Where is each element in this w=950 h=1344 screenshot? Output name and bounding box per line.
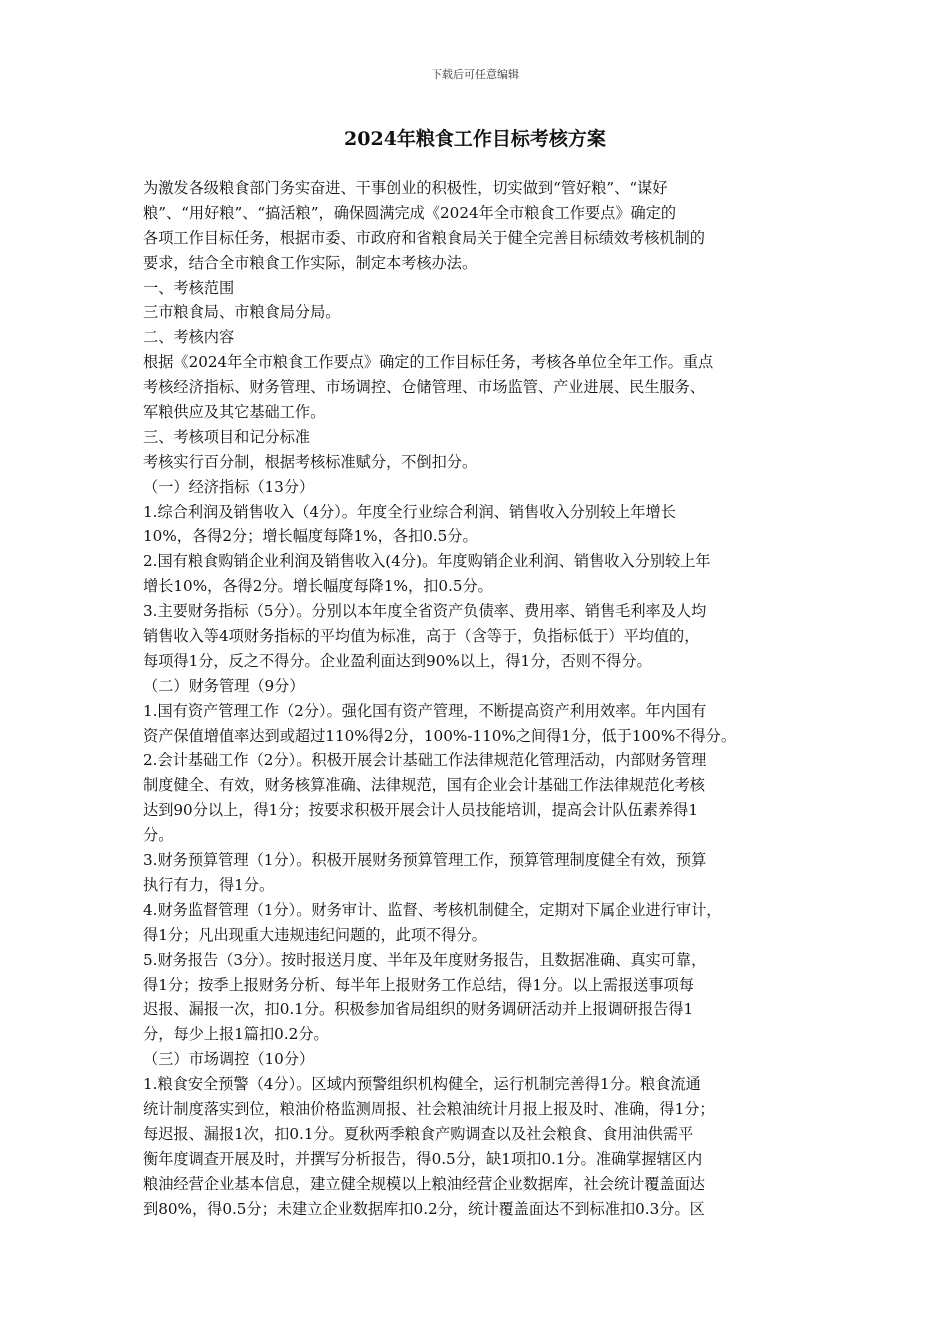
body-line: 2.会计基础工作（2分）。积极开展会计基础工作法律规范化管理活动，内部财务管理 xyxy=(143,751,707,770)
page-header-note: 下载后可任意编辑 xyxy=(431,68,519,81)
body-line: 制度健全、有效，财务核算准确、法律规范，国有企业会计基础工作法律规范化考核 xyxy=(143,776,705,795)
body-line: 执行有力，得1分。 xyxy=(143,875,275,894)
body-line: 统计制度落实到位，粮油价格监测周报、社会粮油统计月报上报及时、准确，得1分； xyxy=(143,1099,715,1118)
body-line: 分，每少上报1篇扣0.2分。 xyxy=(143,1025,329,1044)
body-line: 考核经济指标、财务管理、市场调控、仓储管理、市场监管、产业进展、民生服务、 xyxy=(143,378,705,397)
body-line: 增长10%，各得2分。增长幅度每降1%，扣0.5分。 xyxy=(143,577,493,596)
body-line: 资产保值增值率达到或超过110%得2分，100%-110%之间得1分，低于100%不得分。 xyxy=(143,726,737,745)
body-line: 三市粮食局、市粮食局分局。 xyxy=(143,303,341,322)
body-line: 2.国有粮食购销企业利润及销售收入(4分)。年度购销企业利润、销售收入分别较上年 xyxy=(143,552,711,571)
body-line: 各项工作目标任务，根据市委、市政府和省粮食局关于健全完善目标绩效考核机制的 xyxy=(143,228,705,247)
body-line: 每项得1分，反之不得分。企业盈利面达到90%以上，得1分，否则不得分。 xyxy=(143,651,652,670)
body-line: 1.综合利润及销售收入（4分）。年度全行业综合利润、销售收入分别较上年增长 xyxy=(143,502,676,521)
body-line: 1.粮食安全预警（4分）。区域内预警组织机构健全，运行机制完善得1分。粮食流通 xyxy=(143,1075,701,1094)
body-line: 销售收入等4项财务指标的平均值为标准，高于（含等于，负指标低于）平均值的， xyxy=(143,627,700,646)
document-body xyxy=(143,176,815,1221)
body-line: 军粮供应及其它基础工作。 xyxy=(143,403,326,422)
body-line: （二）财务管理（9分） xyxy=(143,676,305,695)
body-line: 一、考核范围 xyxy=(143,278,235,297)
body-line: 迟报、漏报一次，扣0.1分。积极参加省局组织的财务调研活动并上报调研报告得1 xyxy=(143,1000,694,1019)
body-line: 4.财务监督管理（1分）。财务审计、监督、考核机制健全，定期对下属企业进行审计， xyxy=(143,900,722,919)
body-line: 得1分；凡出现重大违规违纪问题的，此项不得分。 xyxy=(143,925,487,944)
body-line: 粮油经营企业基本信息，建立健全规模以上粮油经营企业数据库，社会统计覆盖面达 xyxy=(143,1174,705,1193)
body-line: （三）市场调控（10分） xyxy=(143,1050,315,1069)
body-line: （一）经济指标（13分） xyxy=(143,477,315,496)
body-line: 为激发各级粮食部门务实奋进、干事创业的积极性，切实做到“管好粮”、“谋好 xyxy=(143,179,668,197)
body-line: 粮”、“用好粮”、“搞活粮”，确保圆满完成《2024年全市粮食工作要点》确定的 xyxy=(143,203,677,222)
body-line: 衡年度调查开展及时，并撰写分析报告，得0.5分，缺1项扣0.1分。准确掌握辖区内 xyxy=(143,1149,703,1168)
body-line: 三、考核项目和记分标准 xyxy=(143,427,311,446)
body-line: 5.财务报告（3分）。按时报送月度、半年及年度财务报告，且数据准确、真实可靠， xyxy=(143,950,707,969)
body-line: 到80%，得0.5分；未建立企业数据库扣0.2分，统计覆盖面达不到标准扣0.3分。区 xyxy=(143,1199,705,1218)
body-line: 1.国有资产管理工作（2分）。强化国有资产管理，不断提高资产利用效率。年内国有 xyxy=(143,701,707,720)
body-line: 3.财务预算管理（1分）。积极开展财务预算管理工作，预算管理制度健全有效，预算 xyxy=(143,851,707,870)
document-title: 2024年粮食工作目标考核方案 xyxy=(344,128,606,150)
body-line: 根据《2024年全市粮食工作要点》确定的工作目标任务，考核各单位全年工作。重点 xyxy=(143,353,714,372)
body-line: 3.主要财务指标（5分）。分别以本年度全省资产负债率、费用率、销售毛利率及人均 xyxy=(143,602,707,621)
body-line: 分。 xyxy=(143,826,174,845)
body-line: 10%，各得2分；增长幅度每降1%，各扣0.5分。 xyxy=(143,527,478,546)
body-line: 要求，结合全市粮食工作实际，制定本考核办法。 xyxy=(143,253,478,272)
body-line: 二、考核内容 xyxy=(143,328,235,347)
body-line: 考核实行百分制，根据考核标准赋分，不倒扣分。 xyxy=(143,452,478,471)
body-line: 得1分；按季上报财务分析、每半年上报财务工作总结，得1分。以上需报送事项每 xyxy=(143,975,694,994)
body-line: 达到90分以上，得1分；按要求积极开展会计人员技能培训，提高会计队伍素养得1 xyxy=(143,801,699,820)
body-line: 每迟报、漏报1次，扣0.1分。夏秋两季粮食产购调查以及社会粮食、食用油供需平 xyxy=(143,1124,694,1143)
